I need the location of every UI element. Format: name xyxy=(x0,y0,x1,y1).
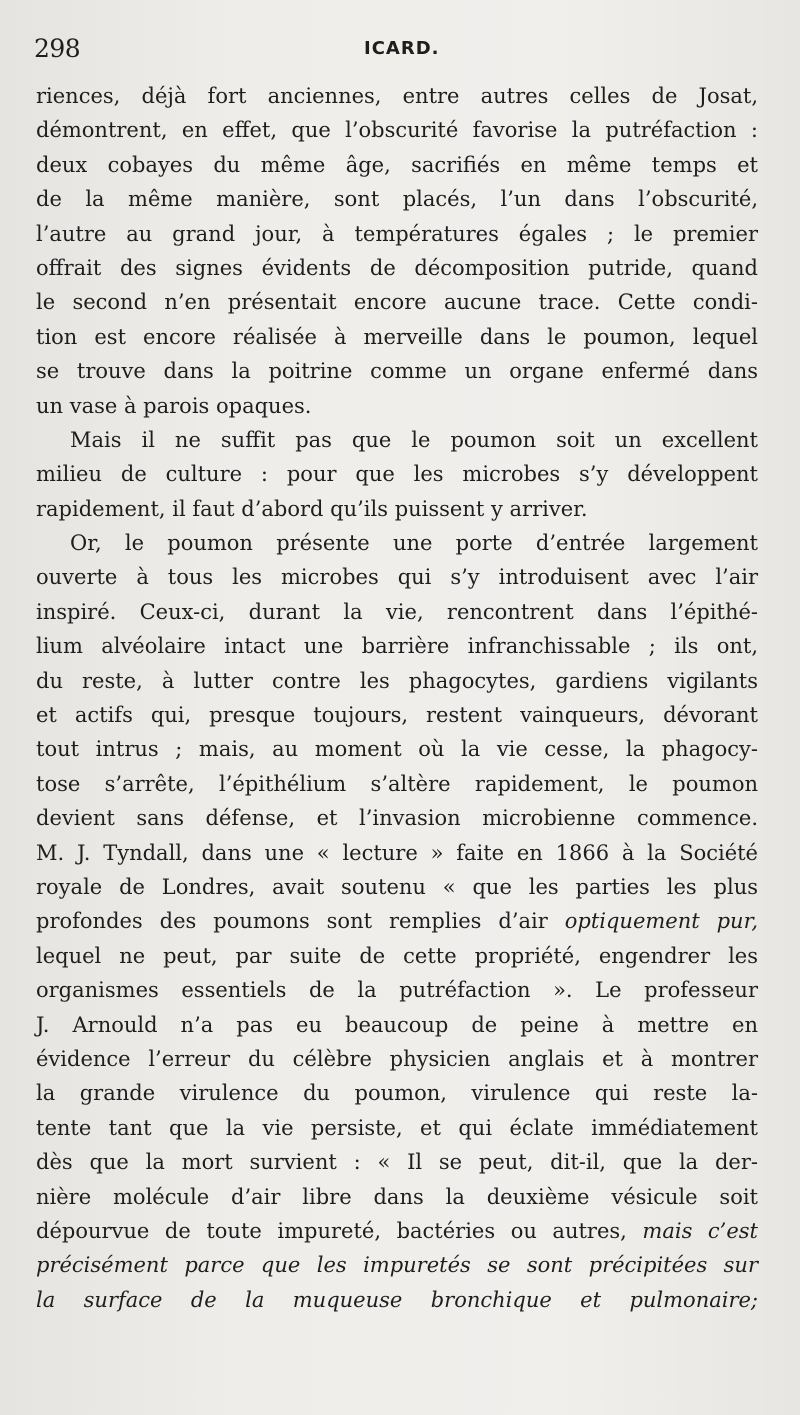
text-line: royale de Londres, avait soutenu « que les parties les plus xyxy=(36,874,758,899)
text-line: lium alvéolaire intact une barrière infranchissable ; ils ont, xyxy=(36,634,758,659)
text-run: dépourvue de toute impureté, bactéries ou autres, xyxy=(36,1218,643,1243)
text-line: démontrent, en effet, que l’obscurité favorise la putréfaction : xyxy=(36,118,758,143)
text-line: inspiré. Ceux-ci, durant la vie, rencontrent dans l’épithé- xyxy=(36,599,758,624)
text-line: et actifs qui, presque toujours, restent vainqueurs, dévorant xyxy=(36,703,758,728)
text-line: ouverte à tous les microbes qui s’y introduisent avec l’air xyxy=(36,565,758,590)
text-line: l’autre au grand jour, à températures égales ; le premier xyxy=(36,221,758,246)
running-head: ICARD. xyxy=(364,38,440,59)
text-line: de la même manière, sont placés, l’un dans l’obscurité, xyxy=(36,187,758,212)
text-line: tente tant que la vie persiste, et qui éclate immédiatement xyxy=(36,1115,758,1140)
text-line: précisément parce que les impuretés se sont précipitées sur xyxy=(36,1253,758,1278)
text-line: lequel ne peut, par suite de cette propriété, engendrer les xyxy=(36,943,758,968)
text-line: se trouve dans la poitrine comme un organe enfermé dans xyxy=(36,359,758,384)
text-line: J. Arnould n’a pas eu beaucoup de peine à mettre en xyxy=(36,1012,758,1037)
text-line: offrait des signes évidents de décomposition putride, quand xyxy=(36,255,758,280)
text-line: deux cobayes du même âge, sacrifiés en même temps et xyxy=(36,152,758,177)
text-line: le second n’en présentait encore aucune trace. Cette condi- xyxy=(36,290,758,315)
text-run: profondes des poumons sont remplies d’air xyxy=(36,909,565,934)
italic-run: optiquement pur, xyxy=(564,909,758,934)
text-line: dès que la mort survient : « Il se peut, dit-il, que la der- xyxy=(36,1150,758,1175)
body-text xyxy=(36,79,758,1317)
text-line: M. J. Tyndall, dans une « lecture » faite en 1866 à la Société xyxy=(36,840,758,865)
text-line: la grande virulence du poumon, virulence qui reste la- xyxy=(36,1081,758,1106)
text-line: Mais il ne suffit pas que le poumon soit un excellent xyxy=(70,427,758,452)
text-line: nière molécule d’air libre dans la deuxième vésicule soit xyxy=(36,1184,758,1209)
page-header xyxy=(34,34,766,64)
text-line: milieu de culture : pour que les microbes s’y développent xyxy=(36,462,758,487)
text-line: organismes essentiels de la putréfaction ». Le professeur xyxy=(36,978,758,1003)
text-line: tion est encore réalisée à merveille dans le poumon, lequel xyxy=(36,324,758,349)
text-line: tose s’arrête, l’épithélium s’altère rapidement, le poumon xyxy=(36,771,758,796)
text-line: du reste, à lutter contre les phagocytes, gardiens vigilants xyxy=(36,668,758,693)
text-line: évidence l’erreur du célèbre physicien anglais et à montrer xyxy=(36,1046,758,1071)
page-number: 298 xyxy=(34,34,81,63)
italic-run: mais c’est xyxy=(642,1218,758,1243)
text-line: rapidement, il faut d’abord qu’ils puissent y arriver. xyxy=(36,496,588,521)
text-line: devient sans défense, et l’invasion microbienne commence. xyxy=(36,806,758,831)
text-line: Or, le poumon présente une porte d’entrée largement xyxy=(70,531,758,556)
text-line: la surface de la muqueuse bronchique et pulmonaire; xyxy=(36,1287,758,1312)
text-line xyxy=(36,1214,758,1248)
text-line: tout intrus ; mais, au moment où la vie cesse, la phagocy- xyxy=(36,737,758,762)
text-line: riences, déjà fort anciennes, entre autres celles de Josat, xyxy=(36,84,758,108)
text-line xyxy=(36,904,758,938)
text-line: un vase à parois opaques. xyxy=(36,393,312,418)
